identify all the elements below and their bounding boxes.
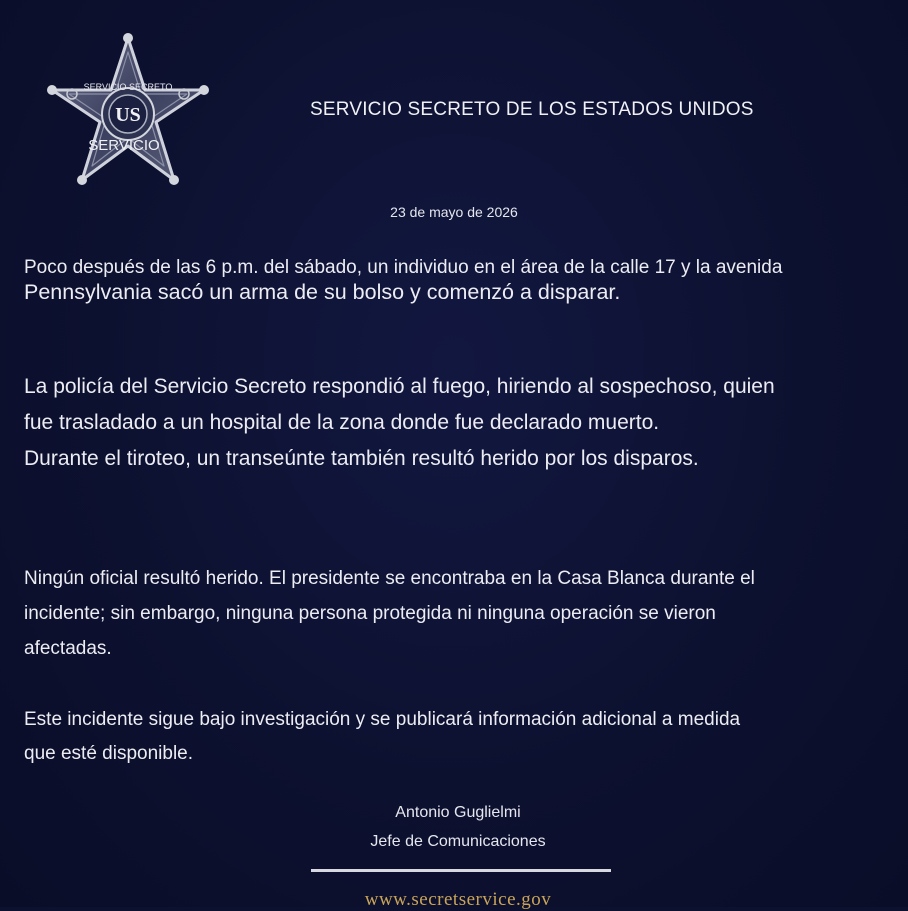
badge-bottom-text: SERVICIO	[88, 137, 160, 154]
signatory-role: Jefe de Comunicaciones	[370, 833, 546, 850]
paragraph-2	[24, 369, 894, 477]
paragraph-1	[24, 257, 894, 306]
paragraph-line: Ningún oficial resultó herido. El presidente se encontraba en la Casa Blanca durante el	[24, 568, 755, 589]
paragraph-line: Poco después de las 6 p.m. del sábado, un individuo en el área de la calle 17 y la avenida	[24, 257, 783, 278]
paragraph-line: incidente; sin embargo, ninguna persona protegida ni ninguna operación se vieron	[24, 603, 716, 624]
footer-divider	[311, 869, 611, 872]
paragraph-line: Durante el tiroteo, un transeúnte también resultó herido por los disparos.	[24, 447, 699, 470]
paragraph-4	[24, 703, 894, 771]
website-link[interactable]: www.secretservice.gov	[364, 889, 552, 910]
paragraph-line: que esté disponible.	[24, 743, 194, 764]
signatory-name: Antonio Guglielmi	[395, 804, 521, 821]
release-date: 23 de mayo de 2026	[390, 204, 518, 220]
paragraph-3	[24, 561, 894, 666]
badge-monogram: US	[115, 104, 141, 126]
paragraph-line: Pennsylvania sacó un arma de su bolso y comenzó a disparar.	[24, 279, 621, 304]
paragraph-line: La policía del Servicio Secreto respondió al fuego, hiriendo al sospechoso, quien	[24, 375, 775, 398]
paragraph-line: Este incidente sigue bajo investigación y se publicará información adicional a medida	[24, 709, 741, 730]
paragraph-line: fue trasladado a un hospital de la zona donde fue declarado muerto.	[24, 411, 660, 434]
badge-top-text: SERVICIO SECRETO	[83, 82, 173, 92]
agency-title: SERVICIO SECRETO DE LOS ESTADOS UNIDOS	[310, 99, 754, 120]
paragraph-line: afectadas.	[24, 638, 112, 659]
secret-service-star-badge-icon	[44, 30, 212, 190]
